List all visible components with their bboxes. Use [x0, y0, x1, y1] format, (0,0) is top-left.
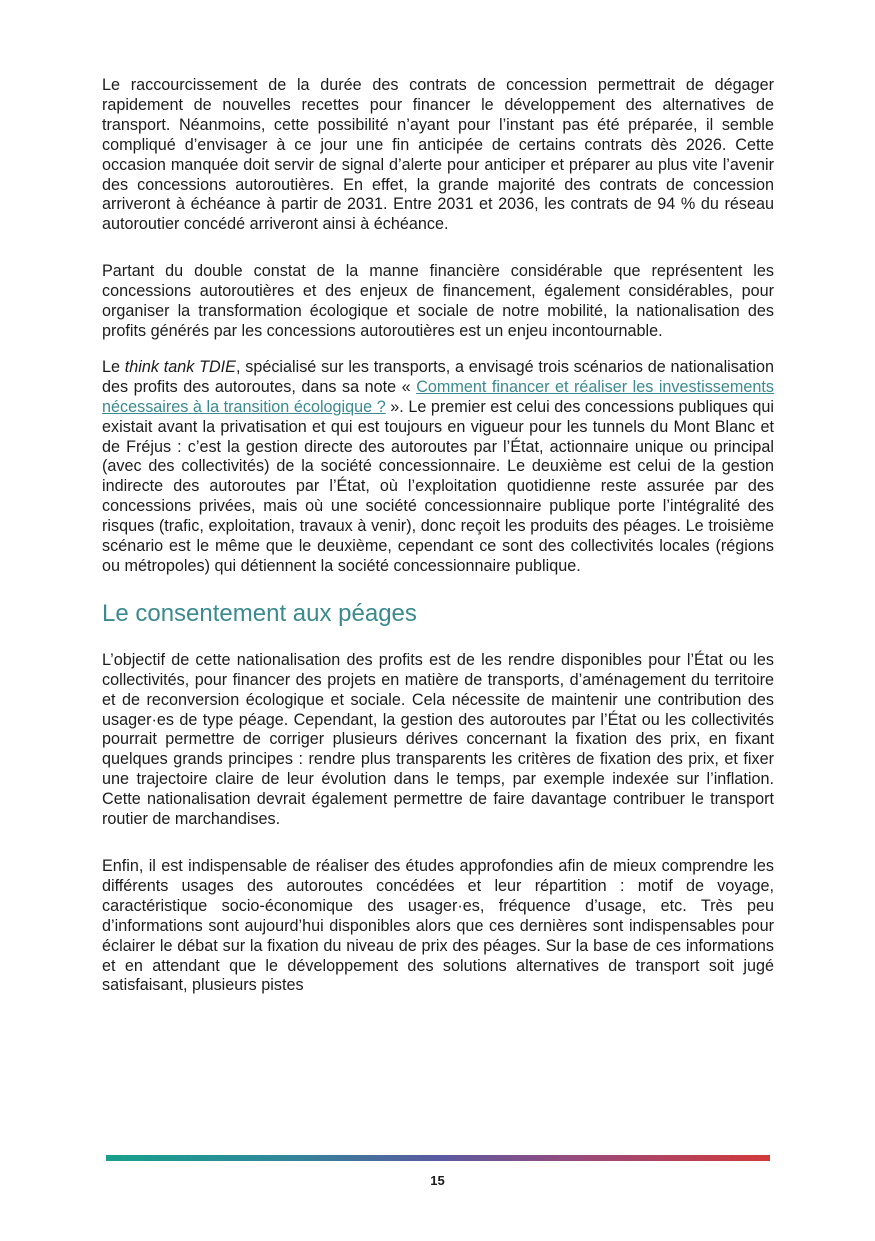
- paragraph-nationalisation-objective: L’objectif de cette nationalisation des profits est de les rendre disponibles pour l’État ou les collectivités, pour financer des projets en matière de transports, d’aménagement du territoire et de reconversion écologique et sociale. Cela nécessite de maintenir une contribution des usager·es de type péage. Cependant, la gestion des autoroutes par l’État ou les collectivités pourrait permettre de corriger plusieurs dérives concernant la fixation des prix, en fixant quelques grands principes : rendre plus transparents les critères de fixation des prix, et fixer une trajectoire claire de leur évolution dans le temps, par exemple indexée sur l’inflation. Cette nationalisation devrait également permettre de faire davantage contribuer le transport routier de marchandises.: [102, 650, 774, 829]
- paragraph-concession-duration: Le raccourcissement de la durée des contrats de concession permettrait de dégager rapidement de nouvelles recettes pour financer le développement des alternatives de transport. Néanmoins, cette possibilité n’ayant pour l’instant pas été préparée, il semble compliqué d’envisager à ce jour une fin anticipée de certains contrats dès 2026. Cette occasion manquée doit servir de signal d’alerte pour anticiper et préparer au plus vite l’avenir des concessions autoroutières. En effet, la grande majorité des contrats de concession arriveront à échéance à partir de 2031. Entre 2031 et 2036, les contrats de 94 % du réseau autoroutier concédé arriveront ainsi à échéance.: [102, 76, 774, 234]
- think-tank-name: think tank TDIE: [124, 357, 236, 376]
- paragraph-nationalisation-stake: Partant du double constat de la manne financière considérable que représentent les concessions autoroutières et des enjeux de financement, également considérables, pour organiser la transformation écologique et sociale de notre mobilité, la nationalisation des profits générés par les concessions autoroutières est un enjeu incontournable.: [102, 262, 774, 340]
- page-body: [102, 76, 774, 996]
- section-heading: Le consentement aux péages: [102, 599, 417, 627]
- tdie-note-link[interactable]: Comment financer et réaliser les investissements nécessaires à la transition écologique ?: [102, 377, 774, 416]
- paragraph-text: Le: [102, 357, 125, 376]
- paragraph-text: ». Le premier est celui des concessions publiques qui existait avant la privatisation et qui est toujours en vigueur pour les tunnels du Mont Blanc et de Fréjus : c’est la gestion directe des autoroutes par l’État, actionnaire unique ou principal (avec des collectivités) de la société concessionnaire. Le deuxième est celui de la gestion indirecte des autoroutes par l’État, où l’exploitation quotidienne reste assurée par des concessions privées, mais où une société concessionnaire publique porte l’intégralité des risques (trafic, exploitation, travaux à venir), donc reçoit les produits des péages. Le troisième scénario est le même que le deuxième, cependant ce sont des collectivités locales (régions ou métropoles) qui détiennent la société concessionnaire publique.: [102, 397, 774, 575]
- paragraph-text: , spécialisé sur les transports, a envisagé trois scénarios de nationalisation des profits des autoroutes, dans sa note «: [102, 357, 774, 396]
- page-number: 15: [430, 1173, 445, 1188]
- paragraph-tdie-scenarios: [102, 358, 774, 577]
- footer-gradient-bar: [106, 1155, 770, 1161]
- paragraph-usage-studies: Enfin, il est indispensable de réaliser des études approfondies afin de mieux comprendre les différents usages des autoroutes concédées et leur répartition : motif de voyage, caractéristique socio-économique des usager·es, fréquence d’usage, etc. Très peu d’informations sont aujourd’hui disponibles alors que ces dernières sont indispensables pour éclairer le débat sur la fixation du niveau de prix des péages. Sur la base de ces informations et en attendant que le développement des solutions alternatives de transport soit jugé satisfaisant, plusieurs pistes: [102, 857, 774, 995]
